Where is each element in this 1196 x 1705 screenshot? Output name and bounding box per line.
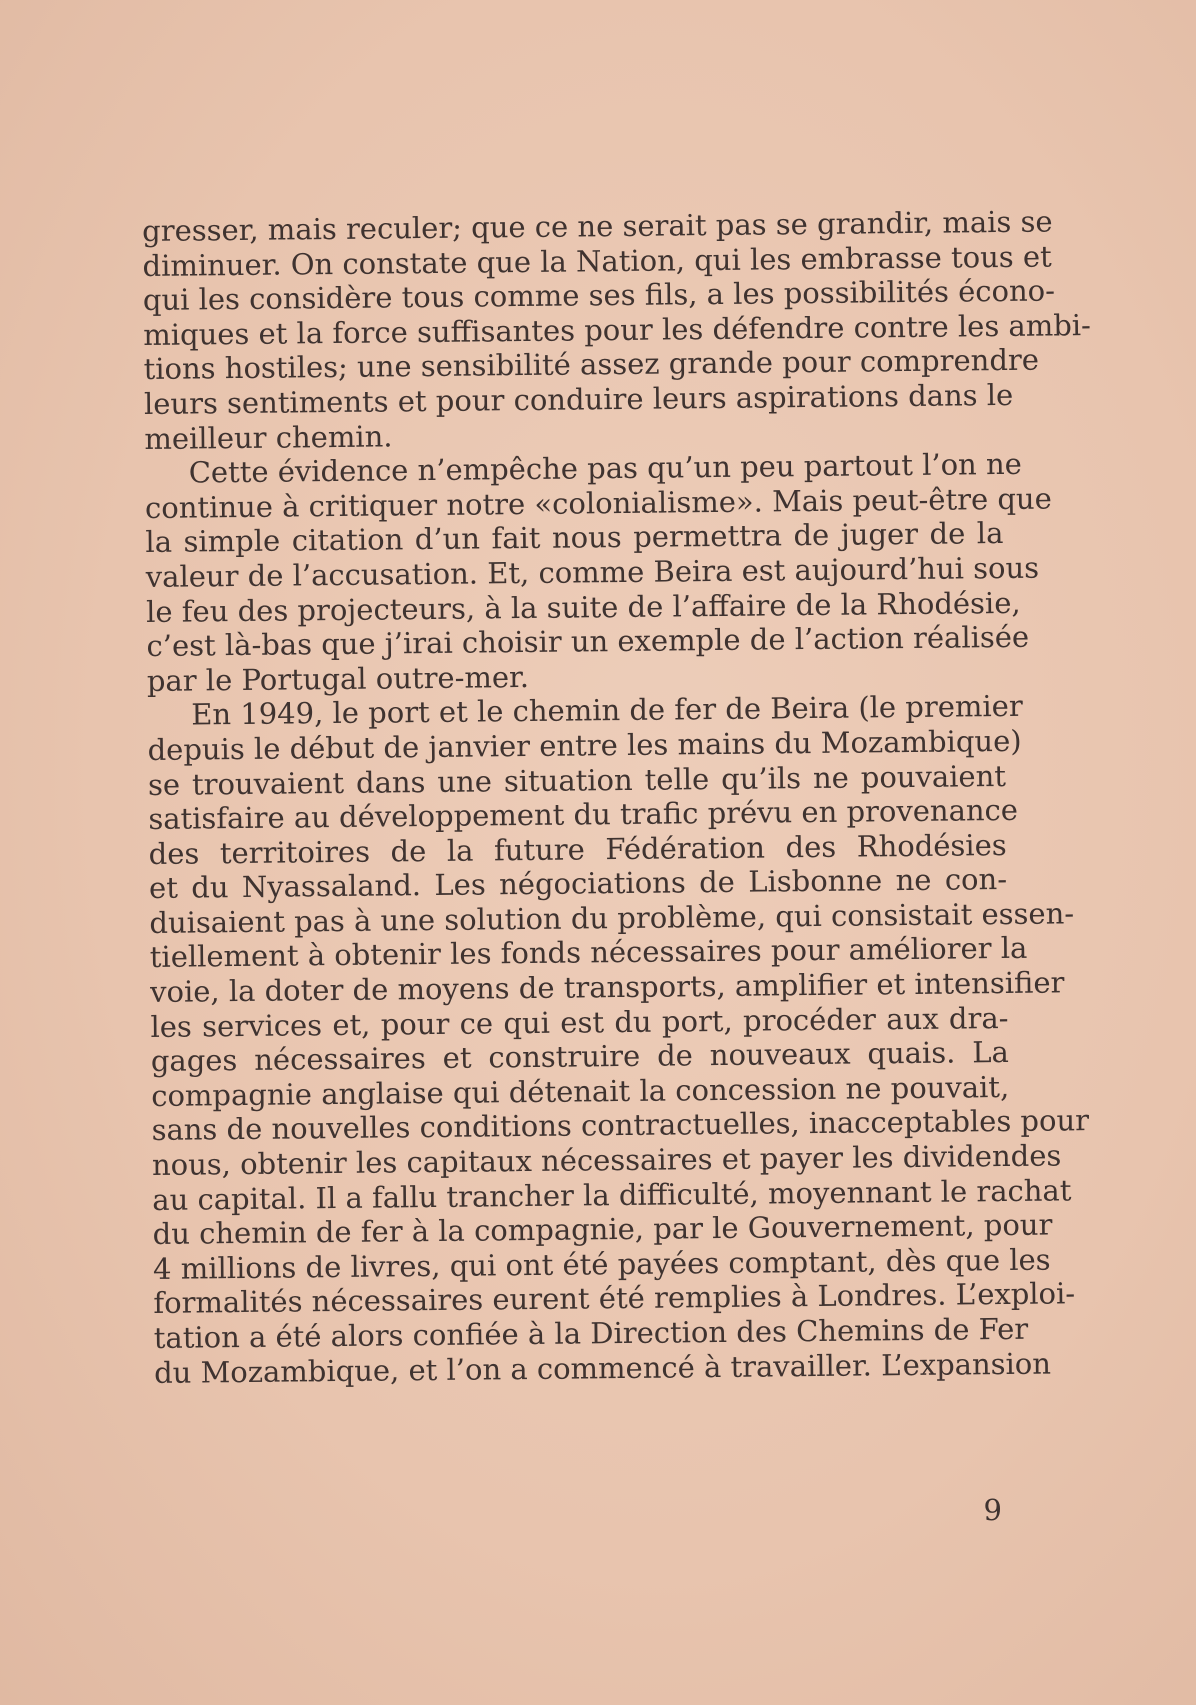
text-line: tions hostiles; une sensibilité assez grande pour comprendre (143, 342, 1040, 387)
text-line: tiellement à obtenir les fonds nécessaires pour améliorer la (149, 931, 1028, 975)
page-number: 9 (983, 1493, 1002, 1527)
text-line: En 1949, le port et le chemin de fer de Beira (le premier (191, 689, 1023, 732)
text-line: se trouvaient dans une situation telle qu’ils ne pouvaient (147, 758, 1007, 802)
text-line: par le Portugal outre-mer. (146, 659, 530, 698)
text-line: tation a été alors confiée à la Direction des Chemins de Fer (153, 1311, 1029, 1355)
text-line: continue à critiquer notre «colonialisme». Mais peut-être que (144, 481, 1052, 525)
text-line: du chemin de fer à la compagnie, par le Gouvernement, pour (152, 1207, 1053, 1252)
text-line: au capital. Il a fallu trancher la difficulté, moyennant le rachat (152, 1172, 1072, 1217)
text-line: le feu des projecteurs, à la suite de l’affaire de la Rhodésie, (145, 585, 1021, 629)
text-line: sans de nouvelles conditions contractuelles, inacceptables pour (151, 1103, 1090, 1148)
text-line: valeur de l’accusation. Et, comme Beira est aujourd’hui sous (145, 550, 1040, 594)
text-line: c’est là-bas que j’irai choisir un exemple de l’action réalisée (146, 619, 1030, 664)
text-line: miques et la force suffisantes pour les défendre contre les ambi- (143, 307, 1092, 352)
text-line: les services et, pour ce qui est du port, procéder aux dra- (150, 1000, 1009, 1044)
text-line: et du Nyassaland. Les négociations de Lisbonne ne con- (148, 862, 1008, 906)
body-text (142, 204, 1092, 1390)
text-line: gages nécessaires et construire de nouveaux quais. La (150, 1035, 1010, 1079)
text-line: qui les considère tous comme ses fils, a les possibilités écono- (142, 273, 1056, 318)
text-line: satisfaire au développement du trafic prévu en provenance (148, 792, 1019, 837)
text-line: diminuer. On constate que la Nation, qui les embrasse tous et (142, 239, 1052, 283)
text-line: voie, la doter de moyens de transports, amplifier et intensifier (149, 965, 1065, 1010)
text-line: des territoires de la future Fédération des Rhodésies (148, 827, 1007, 871)
text-line: du Mozambique, et l’on a commencé à travailler. L’expansion (153, 1346, 1052, 1390)
text-line: la simple citation d’un fait nous permettra de juger de la (145, 516, 1004, 560)
text-line: duisaient pas à une solution du problème, qui consistait essen- (149, 896, 1075, 940)
text-line: leurs sentiments et pour conduire leurs aspirations dans le (143, 377, 1014, 421)
text-line: compagnie anglaise qui détenait la concession ne pouvait, (151, 1069, 1010, 1113)
text-line: 4 millions de livres, qui ont été payées comptant, dès que les (152, 1242, 1051, 1286)
text-line: formalités nécessaires eurent été remplies à Londres. L’exploi- (153, 1276, 1076, 1321)
text-line: Cette évidence n’empêche pas qu’un peu partout l’on ne (188, 446, 1023, 490)
text-line: meilleur chemin. (144, 418, 393, 456)
text-line: depuis le début de janvier entre les mains du Mozambique) (147, 723, 1022, 767)
text-line: nous, obtenir les capitaux nécessaires et payer les dividendes (151, 1138, 1062, 1182)
text-line: gresser, mais reculer; que ce ne serait pas se grandir, mais se (142, 204, 1053, 248)
